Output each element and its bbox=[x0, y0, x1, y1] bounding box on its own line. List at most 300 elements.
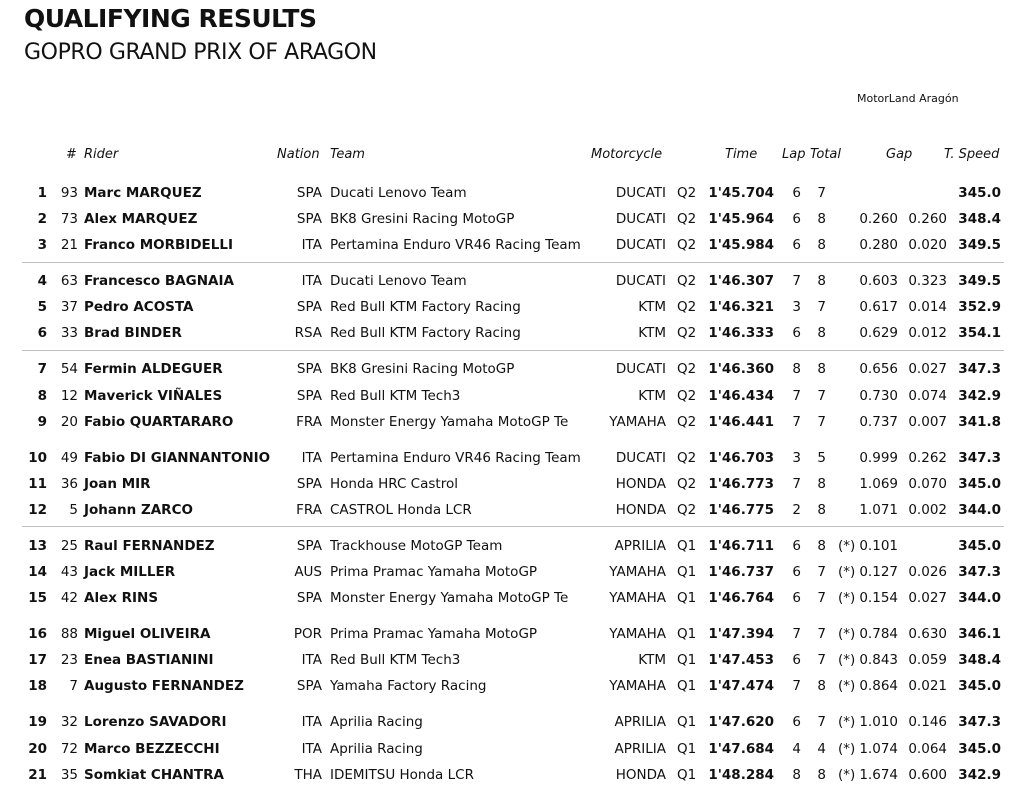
cell-gap-first: 0.280 bbox=[859, 237, 898, 253]
cell-nation: ITA bbox=[301, 652, 322, 668]
cell-rider: Augusto FERNANDEZ bbox=[84, 678, 244, 694]
cell-top-speed: 354.1 bbox=[958, 325, 1001, 341]
cell-position: 15 bbox=[28, 590, 47, 606]
cell-rider: Miguel OLIVEIRA bbox=[84, 626, 211, 642]
cell-motorcycle: YAMAHA bbox=[609, 626, 666, 642]
cell-lap: 7 bbox=[792, 388, 801, 404]
cell-number: 73 bbox=[60, 211, 78, 227]
cell-gap-first: 0.127 bbox=[859, 564, 898, 580]
cell-nation: SPA bbox=[296, 211, 322, 227]
cell-lap: 6 bbox=[792, 652, 801, 668]
cell-nation: SPA bbox=[296, 185, 322, 201]
cell-number: 35 bbox=[60, 767, 78, 783]
header-lap: Lap bbox=[782, 147, 806, 162]
cell-number: 33 bbox=[60, 325, 78, 341]
cell-rider: Maverick VIÑALES bbox=[84, 388, 223, 404]
cell-marker: (*) bbox=[838, 564, 856, 580]
cell-session: Q1 bbox=[677, 741, 697, 757]
cell-position: 16 bbox=[28, 626, 47, 642]
cell-gap-first: 0.999 bbox=[859, 450, 898, 466]
cell-session: Q1 bbox=[677, 678, 697, 694]
header-time: Time bbox=[725, 147, 758, 162]
cell-time: 1'46.775 bbox=[708, 502, 774, 518]
cell-team: Monster Energy Yamaha MotoGP Te bbox=[330, 414, 569, 430]
table-row bbox=[0, 273, 1033, 293]
cell-number: 5 bbox=[69, 502, 78, 518]
cell-nation: SPA bbox=[296, 590, 322, 606]
cell-motorcycle: DUCATI bbox=[615, 185, 666, 201]
cell-marker: (*) bbox=[838, 714, 856, 730]
cell-gap-previous: 0.059 bbox=[908, 652, 947, 668]
cell-top-speed: 346.1 bbox=[958, 626, 1001, 642]
cell-motorcycle: KTM bbox=[638, 652, 666, 668]
cell-position: 4 bbox=[37, 273, 47, 289]
cell-nation: ITA bbox=[301, 273, 322, 289]
cell-gap-previous: 0.012 bbox=[908, 325, 947, 341]
cell-position: 2 bbox=[37, 211, 47, 227]
cell-nation: SPA bbox=[296, 299, 322, 315]
cell-motorcycle: APRILIA bbox=[614, 714, 666, 730]
cell-gap-first: 0.656 bbox=[859, 361, 898, 377]
cell-gap-previous: 0.260 bbox=[908, 211, 947, 227]
cell-session: Q1 bbox=[677, 564, 697, 580]
cell-rider: Alex MARQUEZ bbox=[84, 211, 198, 227]
cell-nation: SPA bbox=[296, 678, 322, 694]
cell-team: IDEMITSU Honda LCR bbox=[330, 767, 474, 783]
cell-gap-first: 1.071 bbox=[859, 502, 898, 518]
cell-gap-previous: 0.074 bbox=[908, 388, 947, 404]
cell-gap-previous: 0.262 bbox=[908, 450, 947, 466]
cell-session: Q2 bbox=[677, 185, 697, 201]
cell-nation: FRA bbox=[296, 502, 322, 518]
cell-top-speed: 347.3 bbox=[958, 450, 1001, 466]
cell-lap: 6 bbox=[792, 325, 801, 341]
cell-gap-first: 0.154 bbox=[859, 590, 898, 606]
cell-time: 1'47.620 bbox=[708, 714, 774, 730]
cell-rider: Pedro ACOSTA bbox=[84, 299, 194, 315]
cell-session: Q2 bbox=[677, 237, 697, 253]
cell-session: Q2 bbox=[677, 476, 697, 492]
cell-top-speed: 341.8 bbox=[958, 414, 1001, 430]
cell-gap-first: 1.674 bbox=[859, 767, 898, 783]
table-row bbox=[0, 678, 1033, 698]
cell-gap-previous: 0.600 bbox=[908, 767, 947, 783]
cell-lap: 2 bbox=[792, 502, 801, 518]
cell-team: Red Bull KTM Factory Racing bbox=[330, 299, 521, 315]
cell-total: 7 bbox=[817, 626, 826, 642]
cell-team: Monster Energy Yamaha MotoGP Te bbox=[330, 590, 569, 606]
cell-team: Red Bull KTM Factory Racing bbox=[330, 325, 521, 341]
table-row bbox=[0, 741, 1033, 761]
cell-gap-first: 0.603 bbox=[859, 273, 898, 289]
cell-lap: 6 bbox=[792, 564, 801, 580]
cell-gap-previous: 0.002 bbox=[908, 502, 947, 518]
group-divider bbox=[22, 350, 1004, 351]
cell-number: 72 bbox=[60, 741, 78, 757]
cell-gap-first: 0.617 bbox=[859, 299, 898, 315]
cell-team: Pertamina Enduro VR46 Racing Team bbox=[330, 237, 581, 253]
cell-lap: 8 bbox=[792, 767, 801, 783]
cell-position: 21 bbox=[28, 767, 47, 783]
table-row bbox=[0, 590, 1033, 610]
cell-team: Pertamina Enduro VR46 Racing Team bbox=[330, 450, 581, 466]
table-row bbox=[0, 361, 1033, 381]
cell-gap-previous: 0.027 bbox=[908, 361, 947, 377]
header-rider: Rider bbox=[84, 147, 119, 162]
cell-top-speed: 347.3 bbox=[958, 564, 1001, 580]
cell-rider: Johann ZARCO bbox=[84, 502, 193, 518]
cell-team: Prima Pramac Yamaha MotoGP bbox=[330, 626, 538, 642]
cell-gap-first: 0.784 bbox=[859, 626, 898, 642]
cell-rider: Franco MORBIDELLI bbox=[84, 237, 233, 253]
cell-lap: 6 bbox=[792, 185, 801, 201]
cell-session: Q1 bbox=[677, 626, 697, 642]
cell-gap-previous: 0.007 bbox=[908, 414, 947, 430]
cell-gap-first: 0.101 bbox=[859, 538, 898, 554]
cell-number: 54 bbox=[60, 361, 78, 377]
cell-position: 6 bbox=[37, 325, 47, 341]
cell-time: 1'45.964 bbox=[708, 211, 774, 227]
circuit-name: MotorLand Aragón bbox=[857, 92, 959, 105]
cell-total: 7 bbox=[817, 388, 826, 404]
cell-total: 7 bbox=[817, 414, 826, 430]
cell-nation: POR bbox=[293, 626, 322, 642]
cell-rider: Somkiat CHANTRA bbox=[84, 767, 224, 783]
cell-total: 7 bbox=[817, 590, 826, 606]
cell-total: 8 bbox=[817, 361, 826, 377]
cell-team: Trackhouse MotoGP Team bbox=[330, 538, 503, 554]
cell-lap: 7 bbox=[792, 476, 801, 492]
cell-position: 11 bbox=[28, 476, 47, 492]
cell-position: 17 bbox=[28, 652, 47, 668]
cell-nation: FRA bbox=[296, 414, 322, 430]
cell-motorcycle: YAMAHA bbox=[609, 590, 666, 606]
header-speed: T. Speed bbox=[944, 147, 1000, 162]
table-row bbox=[0, 714, 1033, 734]
cell-position: 7 bbox=[37, 361, 47, 377]
cell-position: 18 bbox=[28, 678, 47, 694]
cell-time: 1'47.474 bbox=[708, 678, 774, 694]
table-row bbox=[0, 414, 1033, 434]
cell-number: 37 bbox=[60, 299, 78, 315]
header-team: Team bbox=[330, 147, 365, 162]
cell-rider: Raul FERNANDEZ bbox=[84, 538, 215, 554]
cell-motorcycle: HONDA bbox=[615, 767, 666, 783]
cell-top-speed: 345.0 bbox=[958, 538, 1001, 554]
cell-total: 8 bbox=[817, 325, 826, 341]
table-row bbox=[0, 388, 1033, 408]
cell-position: 14 bbox=[28, 564, 47, 580]
cell-team: Prima Pramac Yamaha MotoGP bbox=[330, 564, 538, 580]
cell-time: 1'46.764 bbox=[708, 590, 774, 606]
cell-marker: (*) bbox=[838, 741, 856, 757]
cell-nation: ITA bbox=[301, 237, 322, 253]
cell-nation: RSA bbox=[294, 325, 322, 341]
cell-time: 1'46.333 bbox=[708, 325, 774, 341]
header-motorcycle: Motorcycle bbox=[591, 147, 663, 162]
cell-session: Q1 bbox=[677, 714, 697, 730]
cell-total: 7 bbox=[817, 185, 826, 201]
cell-lap: 6 bbox=[792, 538, 801, 554]
cell-rider: Marc MARQUEZ bbox=[84, 185, 202, 201]
cell-motorcycle: APRILIA bbox=[614, 538, 666, 554]
cell-number: 63 bbox=[60, 273, 78, 289]
cell-motorcycle: APRILIA bbox=[614, 741, 666, 757]
cell-total: 7 bbox=[817, 564, 826, 580]
cell-session: Q2 bbox=[677, 414, 697, 430]
cell-top-speed: 352.9 bbox=[958, 299, 1001, 315]
cell-team: Ducati Lenovo Team bbox=[330, 185, 467, 201]
cell-nation: ITA bbox=[301, 741, 322, 757]
cell-nation: SPA bbox=[296, 538, 322, 554]
cell-motorcycle: YAMAHA bbox=[609, 414, 666, 430]
cell-top-speed: 349.5 bbox=[958, 237, 1001, 253]
cell-number: 49 bbox=[60, 450, 78, 466]
cell-top-speed: 347.3 bbox=[958, 361, 1001, 377]
cell-time: 1'47.394 bbox=[708, 626, 774, 642]
cell-top-speed: 345.0 bbox=[958, 741, 1001, 757]
table-row bbox=[0, 450, 1033, 470]
cell-nation: ITA bbox=[301, 714, 322, 730]
cell-top-speed: 342.9 bbox=[958, 767, 1001, 783]
cell-total: 4 bbox=[817, 741, 826, 757]
table-row bbox=[0, 299, 1033, 319]
cell-motorcycle: DUCATI bbox=[615, 211, 666, 227]
cell-position: 8 bbox=[37, 388, 47, 404]
cell-team: BK8 Gresini Racing MotoGP bbox=[330, 211, 515, 227]
cell-team: Aprilia Racing bbox=[330, 741, 423, 757]
cell-session: Q1 bbox=[677, 767, 697, 783]
cell-time: 1'46.703 bbox=[708, 450, 774, 466]
cell-lap: 3 bbox=[792, 299, 801, 315]
cell-total: 5 bbox=[817, 450, 826, 466]
cell-session: Q2 bbox=[677, 211, 697, 227]
cell-total: 7 bbox=[817, 714, 826, 730]
cell-nation: ITA bbox=[301, 450, 322, 466]
cell-time: 1'46.441 bbox=[708, 414, 774, 430]
cell-lap: 7 bbox=[792, 626, 801, 642]
cell-session: Q2 bbox=[677, 299, 697, 315]
cell-session: Q2 bbox=[677, 502, 697, 518]
cell-time: 1'46.773 bbox=[708, 476, 774, 492]
cell-motorcycle: DUCATI bbox=[615, 237, 666, 253]
cell-team: Red Bull KTM Tech3 bbox=[330, 388, 461, 404]
cell-top-speed: 348.4 bbox=[958, 652, 1001, 668]
cell-session: Q1 bbox=[677, 590, 697, 606]
cell-gap-first: 0.737 bbox=[859, 414, 898, 430]
table-row bbox=[0, 538, 1033, 558]
table-row bbox=[0, 476, 1033, 496]
cell-position: 19 bbox=[28, 714, 47, 730]
cell-rider: Marco BEZZECCHI bbox=[84, 741, 220, 757]
cell-gap-first: 0.260 bbox=[859, 211, 898, 227]
cell-session: Q1 bbox=[677, 652, 697, 668]
cell-gap-previous: 0.323 bbox=[908, 273, 947, 289]
cell-lap: 4 bbox=[792, 741, 801, 757]
header-num: # bbox=[66, 147, 77, 162]
cell-top-speed: 342.9 bbox=[958, 388, 1001, 404]
cell-nation: THA bbox=[294, 767, 322, 783]
cell-rider: Fabio DI GIANNANTONIO bbox=[84, 450, 271, 466]
cell-gap-previous: 0.021 bbox=[908, 678, 947, 694]
cell-session: Q1 bbox=[677, 538, 697, 554]
cell-top-speed: 348.4 bbox=[958, 211, 1001, 227]
cell-gap-first: 0.629 bbox=[859, 325, 898, 341]
cell-position: 3 bbox=[37, 237, 47, 253]
cell-number: 88 bbox=[60, 626, 78, 642]
group-divider bbox=[22, 526, 1004, 527]
cell-rider: Fabio QUARTARARO bbox=[84, 414, 234, 430]
cell-number: 21 bbox=[60, 237, 78, 253]
cell-team: Red Bull KTM Tech3 bbox=[330, 652, 461, 668]
cell-lap: 8 bbox=[792, 361, 801, 377]
cell-number: 20 bbox=[60, 414, 78, 430]
cell-number: 36 bbox=[60, 476, 78, 492]
cell-lap: 7 bbox=[792, 273, 801, 289]
cell-time: 1'46.360 bbox=[708, 361, 774, 377]
cell-lap: 7 bbox=[792, 414, 801, 430]
cell-total: 7 bbox=[817, 652, 826, 668]
cell-motorcycle: YAMAHA bbox=[609, 678, 666, 694]
cell-rider: Alex RINS bbox=[84, 590, 159, 606]
cell-team: Honda HRC Castrol bbox=[330, 476, 458, 492]
cell-top-speed: 349.5 bbox=[958, 273, 1001, 289]
group-divider bbox=[22, 262, 1004, 263]
cell-top-speed: 345.0 bbox=[958, 476, 1001, 492]
cell-team: Aprilia Racing bbox=[330, 714, 423, 730]
cell-number: 25 bbox=[60, 538, 78, 554]
cell-total: 8 bbox=[817, 678, 826, 694]
table-row bbox=[0, 652, 1033, 672]
cell-gap-first: 1.010 bbox=[859, 714, 898, 730]
cell-gap-first: 0.864 bbox=[859, 678, 898, 694]
cell-total: 7 bbox=[817, 299, 826, 315]
cell-number: 42 bbox=[60, 590, 78, 606]
cell-top-speed: 345.0 bbox=[958, 185, 1001, 201]
cell-gap-previous: 0.070 bbox=[908, 476, 947, 492]
cell-position: 13 bbox=[28, 538, 47, 554]
cell-time: 1'46.321 bbox=[708, 299, 774, 315]
cell-motorcycle: YAMAHA bbox=[609, 564, 666, 580]
cell-gap-previous: 0.014 bbox=[908, 299, 947, 315]
cell-total: 8 bbox=[817, 502, 826, 518]
cell-position: 10 bbox=[28, 450, 47, 466]
table-row bbox=[0, 767, 1033, 787]
cell-gap-previous: 0.146 bbox=[908, 714, 947, 730]
cell-total: 8 bbox=[817, 767, 826, 783]
cell-time: 1'46.307 bbox=[708, 273, 774, 289]
cell-lap: 6 bbox=[792, 237, 801, 253]
cell-nation: SPA bbox=[296, 361, 322, 377]
cell-marker: (*) bbox=[838, 767, 856, 783]
cell-nation: SPA bbox=[296, 476, 322, 492]
cell-marker: (*) bbox=[838, 590, 856, 606]
cell-position: 20 bbox=[28, 741, 47, 757]
cell-session: Q2 bbox=[677, 325, 697, 341]
page-title: QUALIFYING RESULTS bbox=[24, 4, 317, 33]
cell-rider: Fermin ALDEGUER bbox=[84, 361, 223, 377]
cell-number: 23 bbox=[60, 652, 78, 668]
cell-session: Q2 bbox=[677, 361, 697, 377]
cell-nation: SPA bbox=[296, 388, 322, 404]
cell-lap: 3 bbox=[792, 450, 801, 466]
cell-marker: (*) bbox=[838, 652, 856, 668]
cell-total: 8 bbox=[817, 211, 826, 227]
cell-marker: (*) bbox=[838, 538, 856, 554]
cell-position: 12 bbox=[28, 502, 47, 518]
cell-team: Ducati Lenovo Team bbox=[330, 273, 467, 289]
cell-rider: Jack MILLER bbox=[84, 564, 176, 580]
cell-position: 9 bbox=[37, 414, 47, 430]
cell-time: 1'45.704 bbox=[708, 185, 774, 201]
cell-gap-first: 0.843 bbox=[859, 652, 898, 668]
event-subtitle: GOPRO GRAND PRIX OF ARAGON bbox=[24, 40, 377, 65]
cell-team: Yamaha Factory Racing bbox=[330, 678, 487, 694]
cell-gap-previous: 0.027 bbox=[908, 590, 947, 606]
cell-rider: Francesco BAGNAIA bbox=[84, 273, 234, 289]
cell-session: Q2 bbox=[677, 450, 697, 466]
cell-team: CASTROL Honda LCR bbox=[330, 502, 472, 518]
cell-number: 93 bbox=[60, 185, 78, 201]
cell-total: 8 bbox=[817, 237, 826, 253]
cell-gap-first: 1.074 bbox=[859, 741, 898, 757]
cell-time: 1'47.453 bbox=[708, 652, 774, 668]
cell-top-speed: 347.3 bbox=[958, 714, 1001, 730]
cell-motorcycle: DUCATI bbox=[615, 361, 666, 377]
cell-lap: 6 bbox=[792, 211, 801, 227]
cell-gap-previous: 0.020 bbox=[908, 237, 947, 253]
cell-motorcycle: DUCATI bbox=[615, 450, 666, 466]
table-row bbox=[0, 237, 1033, 257]
cell-rider: Lorenzo SAVADORI bbox=[84, 714, 227, 730]
cell-motorcycle: HONDA bbox=[615, 476, 666, 492]
cell-time: 1'45.984 bbox=[708, 237, 774, 253]
cell-time: 1'46.711 bbox=[708, 538, 774, 554]
cell-rider: Brad BINDER bbox=[84, 325, 182, 341]
table-row bbox=[0, 626, 1033, 646]
cell-motorcycle: DUCATI bbox=[615, 273, 666, 289]
cell-time: 1'48.284 bbox=[708, 767, 774, 783]
cell-motorcycle: KTM bbox=[638, 299, 666, 315]
cell-nation: AUS bbox=[294, 564, 322, 580]
cell-number: 12 bbox=[60, 388, 78, 404]
table-row bbox=[0, 502, 1033, 522]
cell-total: 8 bbox=[817, 538, 826, 554]
table-row bbox=[0, 211, 1033, 231]
cell-position: 5 bbox=[37, 299, 47, 315]
cell-motorcycle: KTM bbox=[638, 388, 666, 404]
cell-lap: 6 bbox=[792, 590, 801, 606]
table-row bbox=[0, 564, 1033, 584]
cell-motorcycle: KTM bbox=[638, 325, 666, 341]
cell-marker: (*) bbox=[838, 678, 856, 694]
cell-marker: (*) bbox=[838, 626, 856, 642]
cell-rider: Enea BASTIANINI bbox=[84, 652, 214, 668]
header-total: Total bbox=[810, 147, 841, 162]
cell-number: 32 bbox=[60, 714, 78, 730]
cell-top-speed: 345.0 bbox=[958, 678, 1001, 694]
table-row bbox=[0, 185, 1033, 205]
cell-time: 1'46.737 bbox=[708, 564, 774, 580]
cell-gap-previous: 0.026 bbox=[908, 564, 947, 580]
cell-top-speed: 344.0 bbox=[958, 590, 1001, 606]
header-nation: Nation bbox=[277, 147, 320, 162]
header-gap: Gap bbox=[886, 147, 913, 162]
cell-gap-previous: 0.064 bbox=[908, 741, 947, 757]
cell-position: 1 bbox=[37, 185, 47, 201]
cell-session: Q2 bbox=[677, 388, 697, 404]
cell-session: Q2 bbox=[677, 273, 697, 289]
